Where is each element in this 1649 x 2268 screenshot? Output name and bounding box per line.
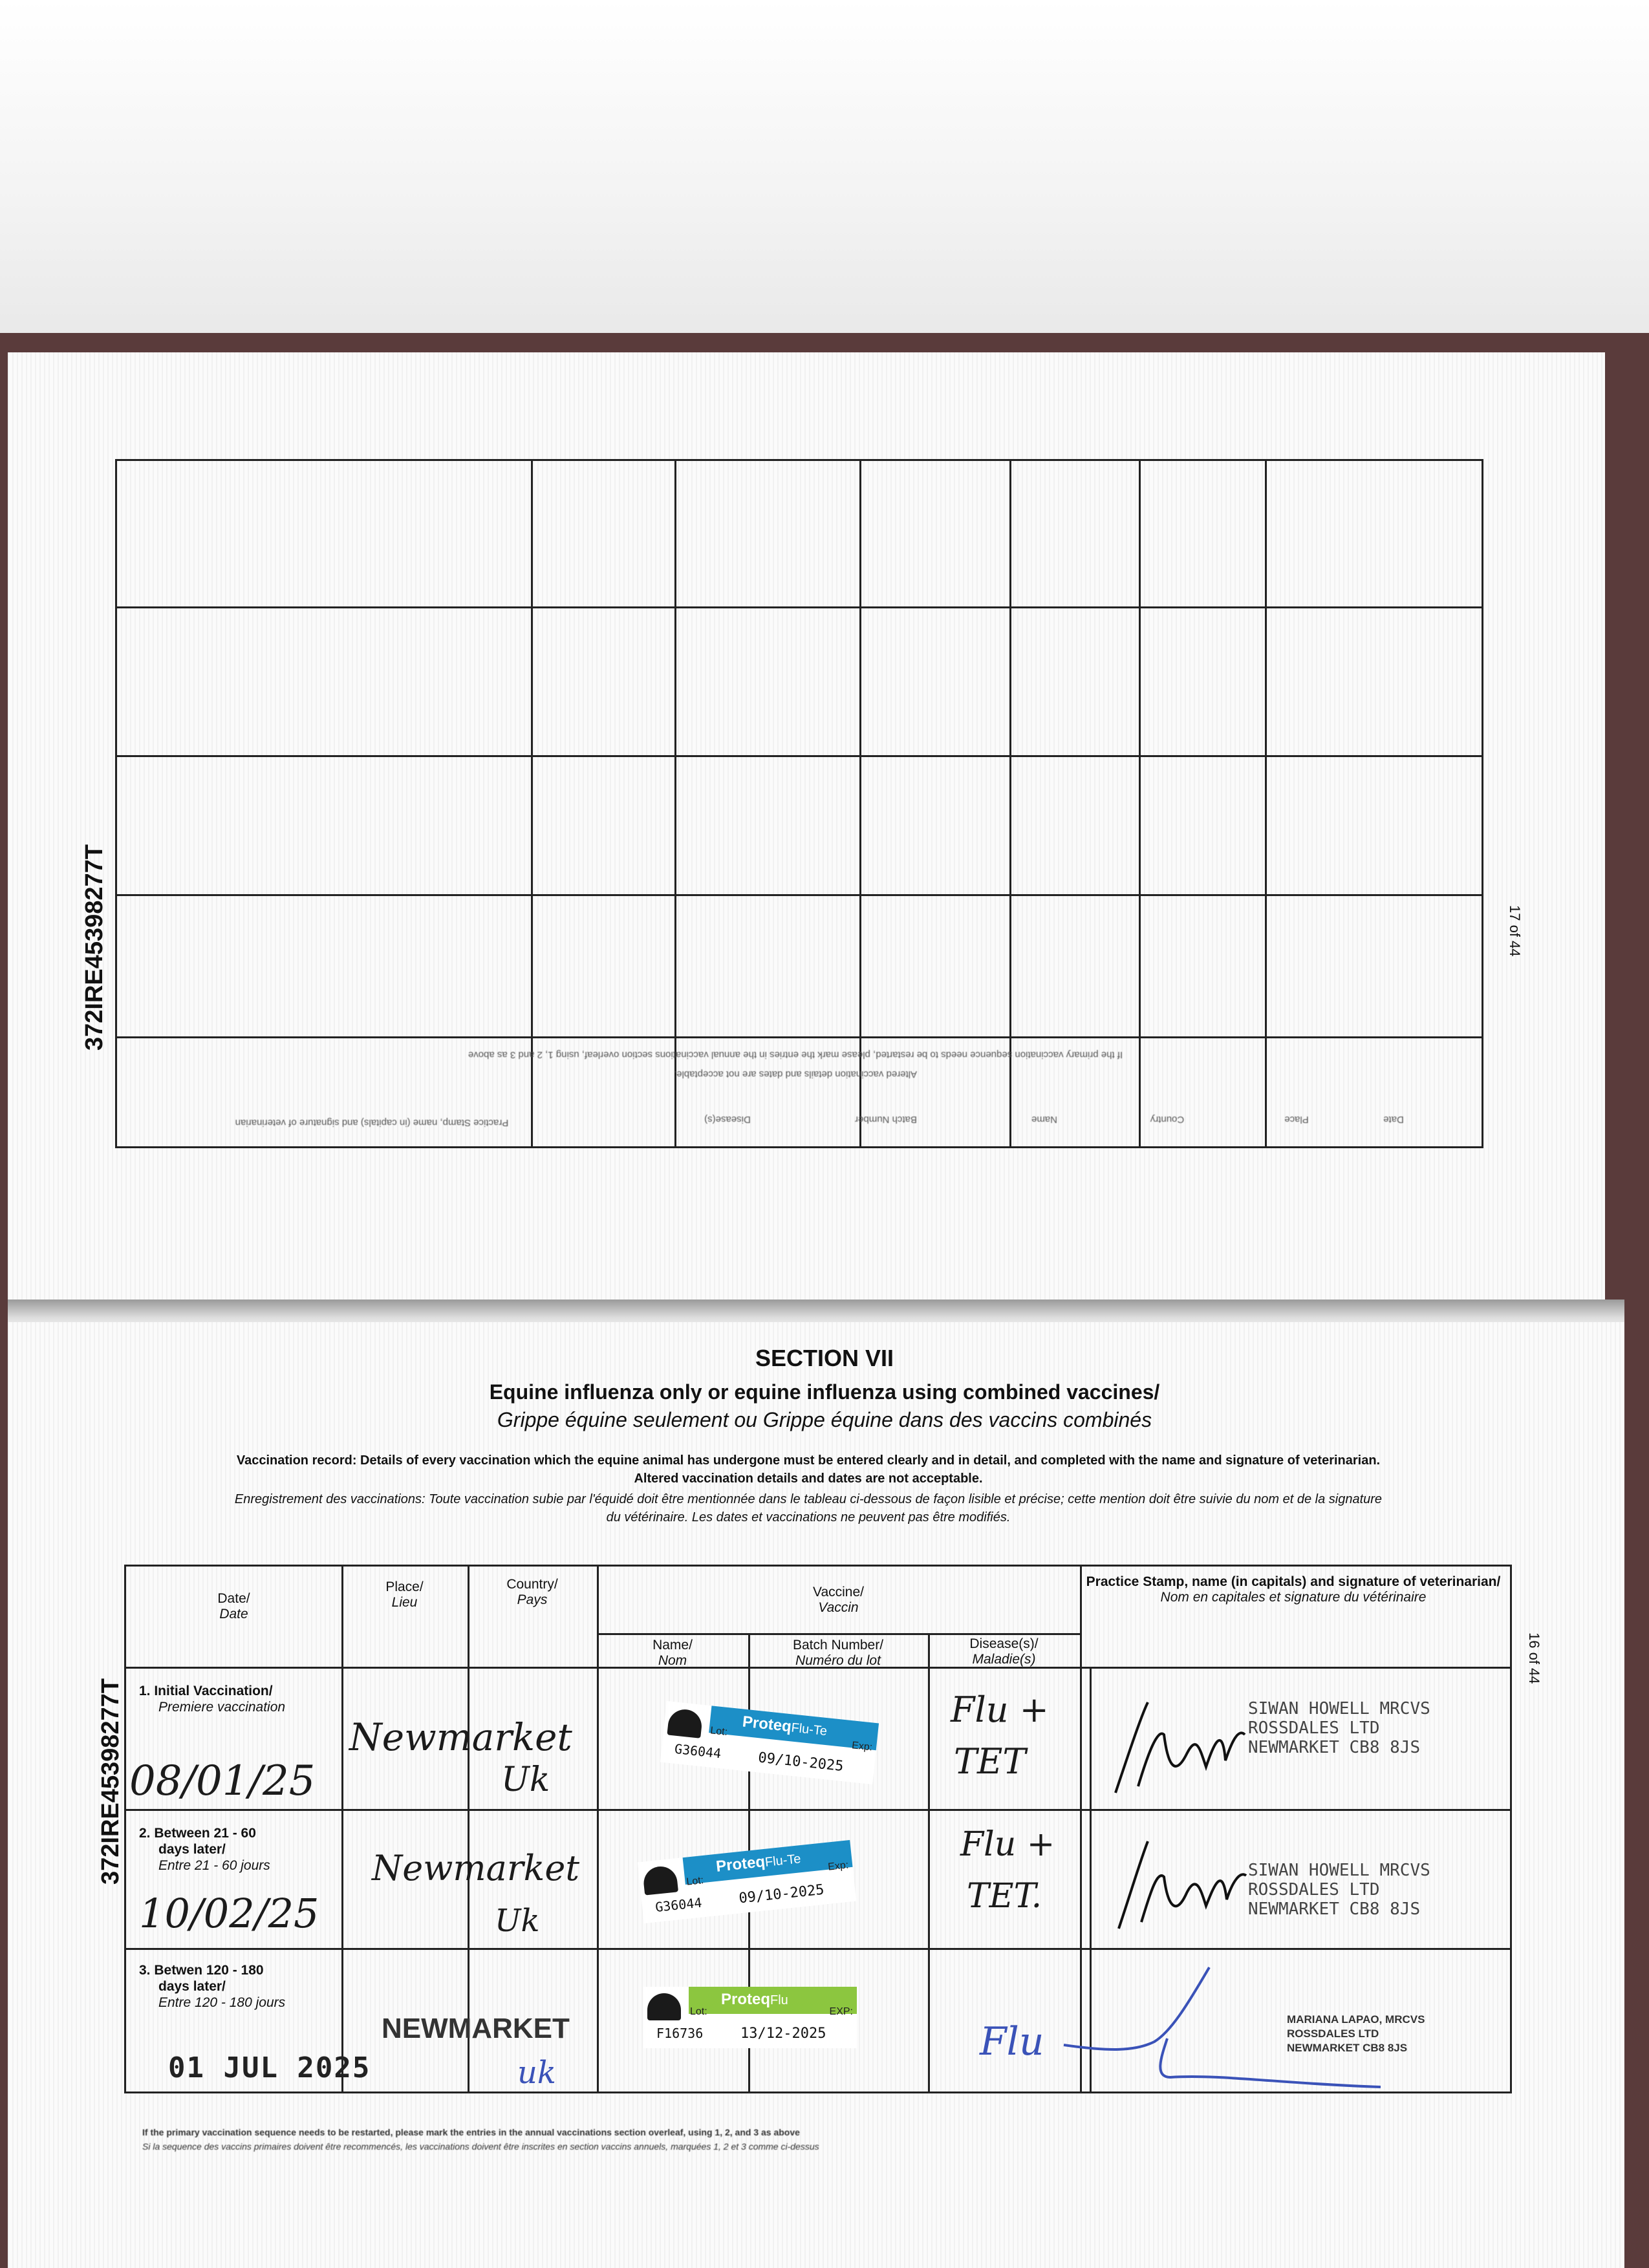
header-disease: Disease(s)/ Maladie(s) bbox=[969, 1636, 1039, 1667]
vaccination-record-note-fr bbox=[123, 1490, 1494, 1526]
row3-place-stamp: NEWMARKET bbox=[382, 2013, 570, 2044]
row1-place: Newmarket bbox=[349, 1715, 572, 1759]
row2-country: Uk bbox=[495, 1903, 540, 1939]
sticker-exp-date: 13/12-2025 bbox=[740, 2026, 826, 2042]
mirrored-header-name: Name bbox=[1031, 1114, 1058, 1125]
section-title: SECTION VII bbox=[755, 1345, 894, 1371]
upper-page-mirrored-text bbox=[155, 1034, 1436, 1241]
row3-vaccine-sticker bbox=[643, 1987, 857, 2048]
row2-disease-line2: TET. bbox=[967, 1877, 1042, 1916]
row3-disease: Flu bbox=[980, 2019, 1044, 2064]
mirrored-note-1: Altered vaccination details and dates are not acceptable. bbox=[673, 1069, 918, 1080]
sticker-brand: ProteqFlu-Te bbox=[741, 1713, 828, 1739]
row2-vet-stamp: SIWAN HOWELL MRCVS ROSSDALES LTD NEWMARKET CB8 8JS bbox=[1248, 1861, 1430, 1919]
row2-signature-icon bbox=[1103, 1832, 1251, 1935]
mirrored-header-batch: Batch Number bbox=[855, 1114, 917, 1125]
row1-vet-stamp: SIWAN HOWELL MRCVS ROSSDALES LTD NEWMARKET CB8 8JS bbox=[1248, 1699, 1430, 1757]
mirrored-note-2: If the primary vaccination sequence needs to be restarted, please mark the entries in the annual vaccinations section overleaf, using 1, 2 and 3 as above bbox=[468, 1049, 1123, 1060]
header-date: Date/ Date bbox=[217, 1591, 250, 1621]
note-en-line-1: Vaccination record: Details of every vaccination which the equine animal has undergone must be entered clearly and in detail, and completed with the name and signature of veterinarian. bbox=[236, 1453, 1381, 1468]
mirrored-header-vet: Practice Stamp, name (in capitals) and signature of veterinarian bbox=[235, 1117, 509, 1128]
vaccination-table bbox=[124, 1565, 1512, 2093]
sticker-brand: ProteqFlu bbox=[721, 1991, 788, 2008]
ueln-lower: 372IRE45398277T bbox=[97, 1678, 124, 1885]
mirrored-header-country: Country bbox=[1150, 1114, 1185, 1125]
footnote-fr: Si la sequence des vaccins primaires doivent être recommencés, les vaccinations doivent être inscrites en section vaccins annuels, marquées 1, 2 et 3 comme ci-dessus bbox=[142, 2141, 819, 2152]
page-number-upper: 17 of 44 bbox=[1507, 905, 1523, 957]
row2-date: 10/02/25 bbox=[139, 1890, 319, 1937]
proteq-logo-icon bbox=[647, 1993, 681, 2020]
header-country: Country/ Pays bbox=[506, 1577, 558, 1607]
mirrored-header-date: Date bbox=[1383, 1114, 1404, 1125]
sticker-exp-label: EXP: bbox=[829, 2006, 853, 2017]
row1-vaccine-sticker bbox=[660, 1701, 879, 1784]
sticker-lot-label: Lot: bbox=[685, 1875, 704, 1888]
row3-label: 3. Betwen 120 - 180 days later/ Entre 120 - 180 jours bbox=[139, 1963, 286, 2010]
header-place: Place/ Lieu bbox=[385, 1579, 424, 1610]
header-vet: Practice Stamp, name (in capitals) and signature of veterinarian/ Nom en capitales et signature du vétérinaire bbox=[1086, 1574, 1501, 1605]
note-en-line-2: Altered vaccination details and dates are not acceptable. bbox=[634, 1471, 983, 1486]
note-fr-line-2: du vétérinaire. Les dates et vaccinations ne peuvent pas être modifiés. bbox=[606, 1510, 1011, 1524]
sticker-lot-number: G36044 bbox=[654, 1894, 703, 1915]
row2-place: Newmarket bbox=[372, 1848, 580, 1888]
row1-disease-line2: TET bbox=[954, 1741, 1026, 1782]
sticker-brand: ProteqFlu-Te bbox=[715, 1852, 802, 1876]
sticker-lot-number: G36044 bbox=[673, 1740, 722, 1762]
row1-disease-line1: Flu + bbox=[951, 1689, 1049, 1730]
sticker-lot-label: Lot: bbox=[690, 2006, 707, 2017]
row1-date: 08/01/25 bbox=[129, 1757, 316, 1805]
row2-disease-line1: Flu + bbox=[960, 1825, 1055, 1864]
note-fr-line-1: Enregistrement des vaccinations: Toute vaccination subie par l'équidé doit être mentionnée dans le tableau ci-dessous de façon lisible et précise; cette mention doit être suivie du nom et de la signature bbox=[234, 1492, 1383, 1506]
sticker-lot-number: F16736 bbox=[656, 2026, 704, 2041]
sticker-exp-date: 09/10-2025 bbox=[738, 1881, 825, 1907]
vaccination-record-note-en bbox=[123, 1451, 1494, 1488]
row3-vet-stamp: MARIANA LAPAO, MRCVS ROSSDALES LTD NEWMARKET CB8 8JS bbox=[1287, 2013, 1425, 2054]
page-number-lower: 16 of 44 bbox=[1526, 1632, 1542, 1684]
row1-label: 1. Initial Vaccination/ Premiere vaccination bbox=[139, 1684, 286, 1715]
ueln-upper: 372IRE45398277T bbox=[81, 844, 108, 1051]
header-vaccine: Vaccine/ Vaccin bbox=[813, 1585, 864, 1615]
proteq-logo-icon bbox=[667, 1708, 703, 1738]
section-subtitle-fr: Grippe équine seulement ou Grippe équine dans des vaccins combinés bbox=[497, 1408, 1152, 1431]
header-name: Name/ Nom bbox=[652, 1638, 693, 1668]
row3-date-stamp: 01 JUL 2025 bbox=[168, 2051, 371, 2084]
sticker-exp-date: 09/10-2025 bbox=[757, 1749, 845, 1775]
scanner-background bbox=[0, 0, 1649, 336]
row2-label: 2. Between 21 - 60 days later/ Entre 21 - 60 jours bbox=[139, 1826, 270, 1873]
row3-country: uk bbox=[517, 2055, 556, 2091]
header-batch: Batch Number/ Numéro du lot bbox=[792, 1638, 884, 1668]
mirrored-header-disease: Disease(s) bbox=[704, 1114, 751, 1125]
section-subtitle-en: Equine influenza only or equine influenza using combined vaccines/ bbox=[489, 1380, 1160, 1404]
row1-signature-icon bbox=[1103, 1689, 1251, 1799]
sticker-exp-label: Exp: bbox=[851, 1740, 873, 1753]
sticker-exp-label: Exp: bbox=[827, 1859, 850, 1873]
proteq-logo-icon bbox=[642, 1865, 678, 1895]
row2-vaccine-sticker bbox=[638, 1840, 856, 1923]
footnote-en: If the primary vaccination sequence needs to be restarted, please mark the entries in the annual vaccinations section overleaf, using 1, 2, and 3 as above bbox=[142, 2127, 800, 2137]
sticker-lot-label: Lot: bbox=[709, 1725, 728, 1738]
row1-country: Uk bbox=[501, 1760, 550, 1799]
mirrored-header-place: Place bbox=[1284, 1114, 1309, 1125]
